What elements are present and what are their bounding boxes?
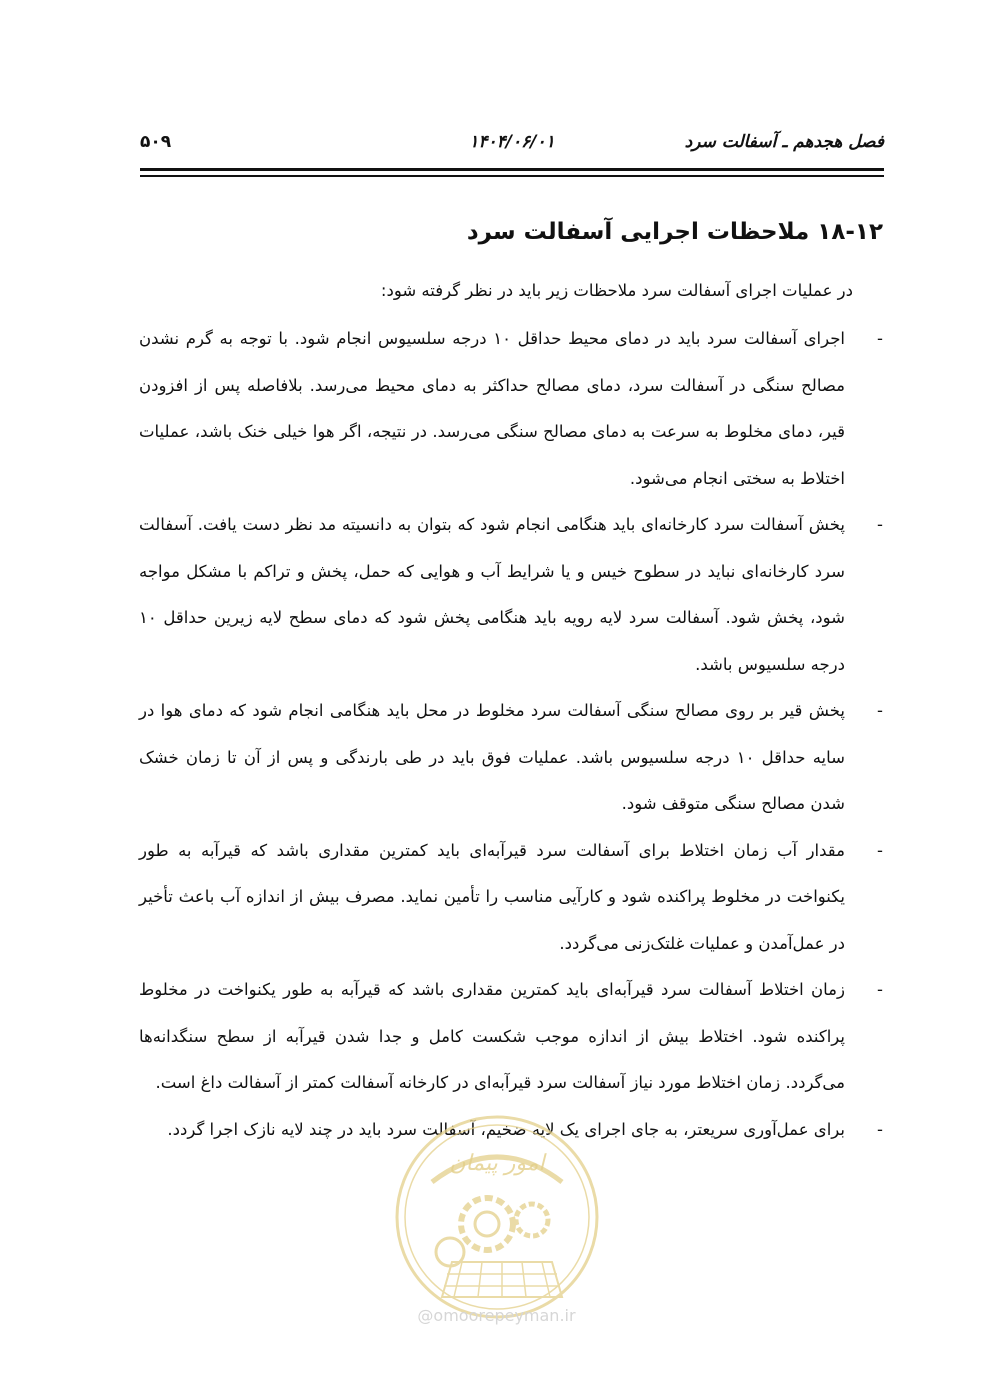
list-item-text: برای عمل‌آوری سریعتر، به جای اجرای یک لایه ضخیم، آسفالت سرد باید در چند لایه نازک اجرا گردد.: [167, 1119, 845, 1139]
list-item: [139, 828, 883, 968]
bullet-dash: -: [877, 840, 883, 860]
list-item-text: پخش آسفالت سرد کارخانه‌ای باید هنگامی انجام شود که بتوان به دانسیته مد نظر دست یافت. آسفالت سرد کارخانه‌ای نباید در سطوح خیس و یا شرایط آب و هوایی که حمل، پخش و تراکم با مشکل مواجه شود، پخش شود. آسفالت سرد لایه رویه باید هنگامی پخش شود که دمای سطح لایه زیرین حداقل ۱۰ درجه سلسیوس باشد.: [139, 515, 845, 674]
list-item: [139, 967, 883, 1107]
bullet-dash: -: [877, 701, 883, 720]
header-rule-thin: [140, 175, 884, 177]
bullet-dash: -: [877, 329, 883, 348]
page-header: [140, 128, 884, 156]
section-intro: در عملیات اجرای آسفالت سرد ملاحظات زیر باید در نظر گرفته شود:: [380, 281, 853, 300]
chapter-title: فصل هجدهم ـ آسفالت سرد: [684, 132, 884, 152]
list-item: [139, 688, 883, 828]
list-item: [139, 502, 883, 688]
header-date: ۱۴۰۴/۰۶/۰۱: [469, 132, 555, 152]
watermark-url: @omoorepeyman.ir: [417, 1306, 576, 1325]
bullet-dash: -: [877, 515, 883, 534]
list-item-text: مقدار آب زمان اختلاط برای آسفالت سرد قیرآبه‌ای باید کمترین مقداری باشد که قیرآبه به طور یکنواخت در مخلوط پراکنده شود و کارآیی مناسب را تأمین نماید. مصرف بیش از اندازه آب باعث تأخیر در عمل‌آمدن و عملیات غلتک‌زنی می‌گردد.: [139, 840, 845, 953]
bullet-dash: -: [877, 980, 883, 999]
list-item: [139, 316, 883, 502]
header-rule-thick: [140, 168, 884, 171]
list-item-text: پخش قیر بر روی مصالح سنگی آسفالت سرد مخلوط در محل باید هنگامی انجام شود که دمای هوا در سایه حداقل ۱۰ درجه سلسیوس باشد. عملیات فوق باید در طی بارندگی و پس از آن تا زمان خشک شدن مصالح سنگی متوقف شود.: [139, 701, 845, 813]
page-number: ۵۰۹: [140, 132, 172, 152]
section-title: ۱۸-۱۲ ملاحظات اجرایی آسفالت سرد: [466, 219, 883, 245]
considerations-list: [139, 316, 883, 1153]
watermark-logo: [392, 1112, 602, 1322]
list-item-text: زمان اختلاط آسفالت سرد قیرآبه‌ای باید کمترین مقداری باشد که قیرآبه به طور یکنواخت در مخلوط پراکنده شود. اختلاط بیش از اندازه موجب شکست کامل و جدا شدن قیرآبه از سطح سنگدانه‌ها می‌گردد. زمان اختلاط مورد نیاز آسفالت سرد قیرآبه‌ای در کارخانه آسفالت کمتر از آسفالت داغ است.: [139, 980, 845, 1092]
list-item-text: اجرای آسفالت سرد باید در دمای محیط حداقل ۱۰ درجه سلسیوس انجام شود. با توجه به گرم نشدن مصالح سنگی در آسفالت سرد، دمای مصالح حداکثر به دمای محیط می‌رسد. بلافاصله پس از افزودن قیر، دمای مخلوط به سرعت به دمای مصالح سنگی می‌رسد. در نتیجه، اگر هوا خیلی خنک باشد، عملیات اختلاط به سختی انجام می‌شود.: [139, 329, 845, 488]
watermark-logo-text: امور پیمان: [449, 1151, 545, 1176]
bullet-dash: -: [877, 1119, 883, 1139]
